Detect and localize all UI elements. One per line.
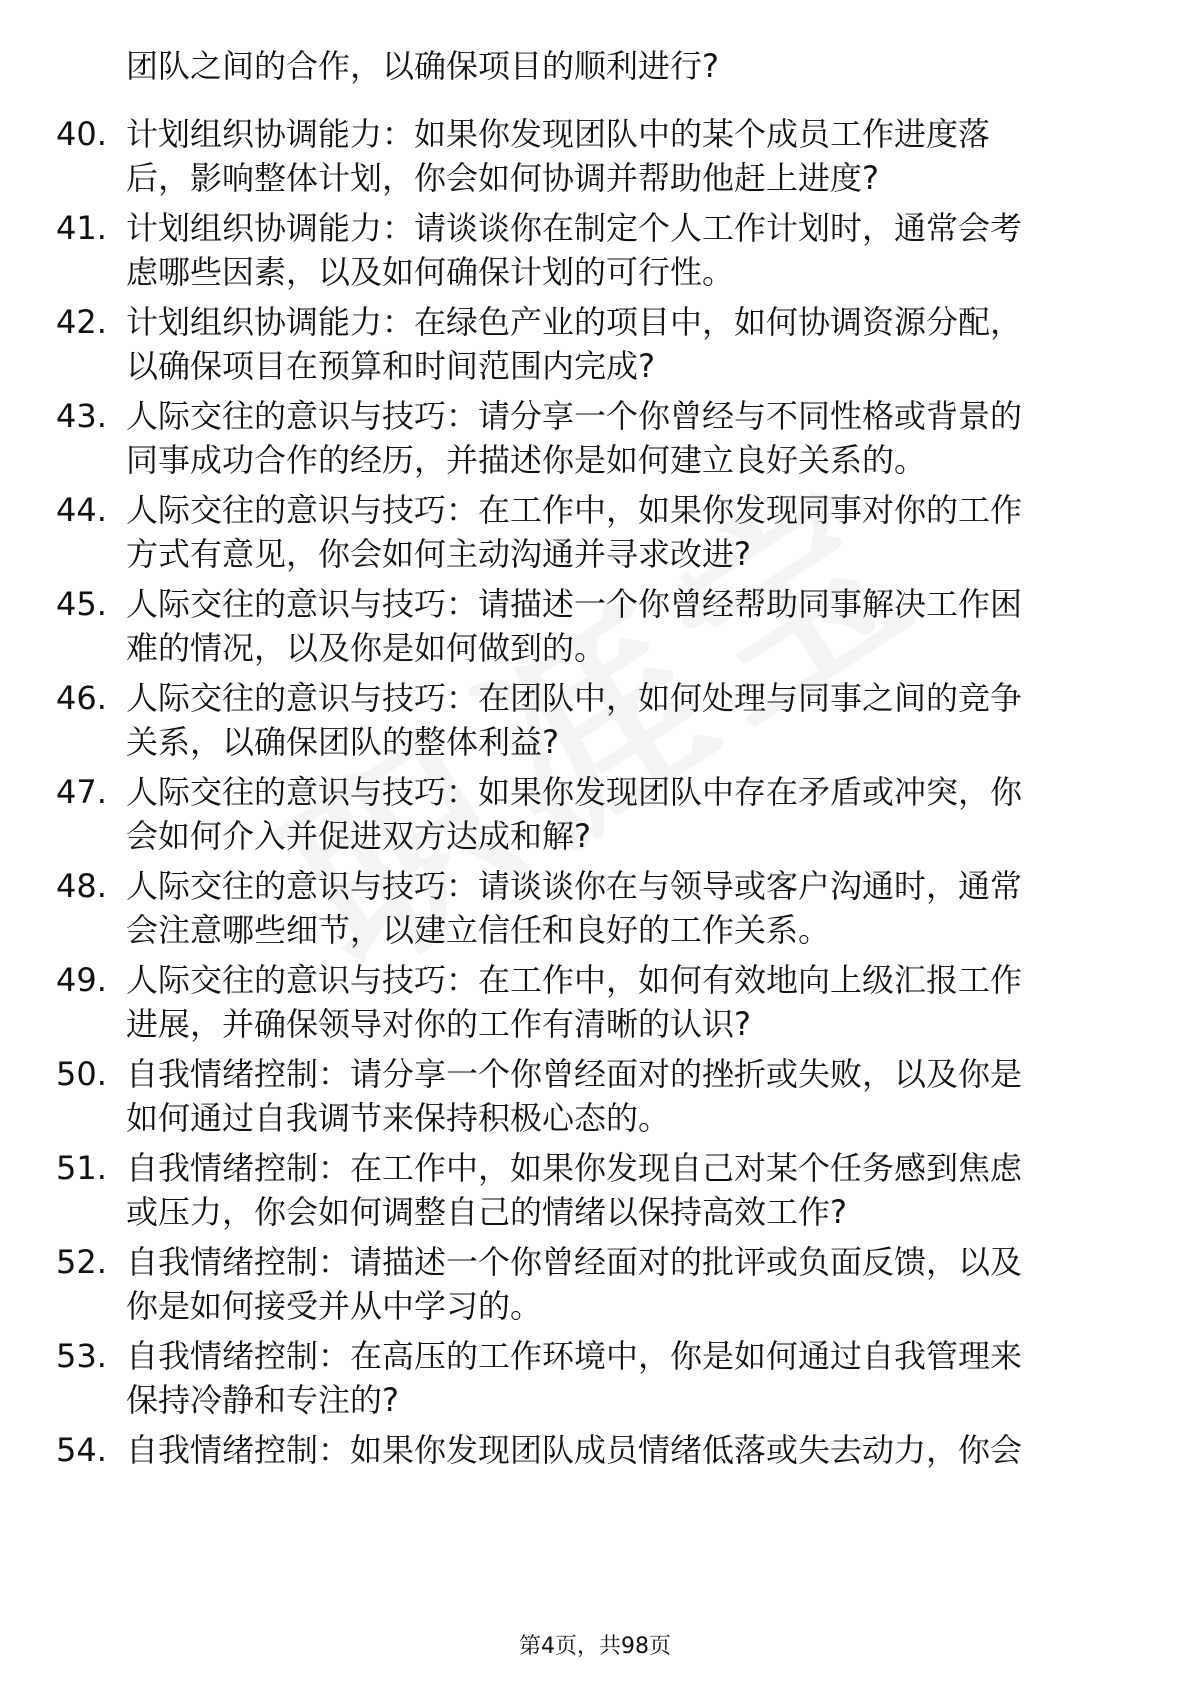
question-line: 关系，以确保团队的整体利益? xyxy=(126,723,559,761)
question-number: 48. xyxy=(56,867,107,905)
question-line: 计划组织协调能力：请谈谈你在制定个人工作计划时，通常会考 xyxy=(126,209,1023,247)
question-number: 51. xyxy=(56,1149,107,1187)
question-item xyxy=(56,770,1146,864)
question-text xyxy=(126,488,1146,576)
question-number: 47. xyxy=(56,773,107,811)
question-text xyxy=(126,582,1146,670)
question-text xyxy=(126,300,1146,388)
question-list xyxy=(56,112,1146,1476)
question-number: 45. xyxy=(56,585,107,623)
question-item xyxy=(56,206,1146,300)
question-line: 以确保项目在预算和时间范围内完成? xyxy=(126,347,655,385)
question-text xyxy=(126,1146,1146,1234)
question-line: 会如何介入并促进双方达成和解? xyxy=(126,817,591,855)
question-line: 如何通过自我调节来保持积极心态的。 xyxy=(126,1099,671,1137)
question-item xyxy=(56,488,1146,582)
question-line: 人际交往的意识与技巧：如果你发现团队中存在矛盾或冲突，你 xyxy=(126,773,1023,811)
question-text xyxy=(126,958,1146,1046)
question-line: 人际交往的意识与技巧：在团队中，如何处理与同事之间的竞争 xyxy=(126,679,1023,717)
question-line: 或压力，你会如何调整自己的情绪以保持高效工作? xyxy=(126,1193,847,1231)
question-line: 难的情况，以及你是如何做到的。 xyxy=(126,629,607,667)
question-number: 50. xyxy=(56,1055,107,1093)
question-line: 你是如何接受并从中学习的。 xyxy=(126,1287,543,1325)
question-text xyxy=(126,1052,1146,1140)
question-number: 40. xyxy=(56,115,107,153)
question-line: 进展，并确保领导对你的工作有清晰的认识? xyxy=(126,1005,751,1043)
question-text xyxy=(126,394,1146,482)
question-text xyxy=(126,1334,1146,1422)
question-number: 46. xyxy=(56,679,107,717)
question-item xyxy=(56,1240,1146,1334)
question-number: 41. xyxy=(56,209,107,247)
question-line: 人际交往的意识与技巧：请描述一个你曾经帮助同事解决工作困 xyxy=(126,585,1023,623)
question-line: 保持冷静和专注的? xyxy=(126,1381,399,1419)
page-footer: 第4页，共98页 xyxy=(519,1634,671,1659)
question-text xyxy=(126,676,1146,764)
question-line: 计划组织协调能力：如果你发现团队中的某个成员工作进度落 xyxy=(126,115,991,153)
question-line: 人际交往的意识与技巧：在工作中，如何有效地向上级汇报工作 xyxy=(126,961,1023,999)
question-item xyxy=(56,1428,1146,1476)
question-text xyxy=(126,770,1146,858)
question-line: 自我情绪控制：在高压的工作环境中，你是如何通过自我管理来 xyxy=(126,1337,1023,1375)
question-item xyxy=(56,1146,1146,1240)
question-line: 虑哪些因素，以及如何确保计划的可行性。 xyxy=(126,253,735,291)
question-number: 43. xyxy=(56,397,107,435)
question-number: 42. xyxy=(56,303,107,341)
question-line: 人际交往的意识与技巧：请分享一个你曾经与不同性格或背景的 xyxy=(126,397,1023,435)
question-text xyxy=(126,112,1146,200)
question-number: 44. xyxy=(56,491,107,529)
question-line: 人际交往的意识与技巧：请谈谈你在与领导或客户沟通时，通常 xyxy=(126,867,1023,905)
question-line: 后，影响整体计划，你会如何协调并帮助他赶上进度? xyxy=(126,159,879,197)
question-item xyxy=(56,676,1146,770)
question-line: 自我情绪控制：请分享一个你曾经面对的挫折或失败，以及你是 xyxy=(126,1055,1023,1093)
question-item xyxy=(56,1052,1146,1146)
question-line: 自我情绪控制：如果你发现团队成员情绪低落或失去动力，你会 xyxy=(126,1431,1023,1469)
question-number: 53. xyxy=(56,1337,107,1375)
question-item xyxy=(56,394,1146,488)
question-number: 49. xyxy=(56,961,107,999)
question-text xyxy=(126,1240,1146,1328)
question-line: 自我情绪控制：请描述一个你曾经面对的批评或负面反馈，以及 xyxy=(126,1243,1023,1281)
question-item xyxy=(56,300,1146,394)
question-item xyxy=(56,958,1146,1052)
question-line: 方式有意见，你会如何主动沟通并寻求改进? xyxy=(126,535,751,573)
question-item xyxy=(56,864,1146,958)
question-number: 54. xyxy=(56,1431,107,1469)
question-text xyxy=(126,206,1146,294)
question-line: 计划组织协调能力：在绿色产业的项目中，如何协调资源分配， xyxy=(126,303,1023,341)
question-continuation: 团队之间的合作，以确保项目的顺利进行? xyxy=(126,47,719,85)
question-text xyxy=(126,864,1146,952)
question-line: 会注意哪些细节，以建立信任和良好的工作关系。 xyxy=(126,911,831,949)
question-line: 人际交往的意识与技巧：在工作中，如果你发现同事对你的工作 xyxy=(126,491,1023,529)
question-item xyxy=(56,582,1146,676)
question-text xyxy=(126,1428,1146,1472)
question-item xyxy=(56,112,1146,206)
question-line: 自我情绪控制：在工作中，如果你发现自己对某个任务感到焦虑 xyxy=(126,1149,1023,1187)
question-item xyxy=(56,1334,1146,1428)
question-number: 52. xyxy=(56,1243,107,1281)
question-line: 同事成功合作的经历，并描述你是如何建立良好关系的。 xyxy=(126,441,927,479)
